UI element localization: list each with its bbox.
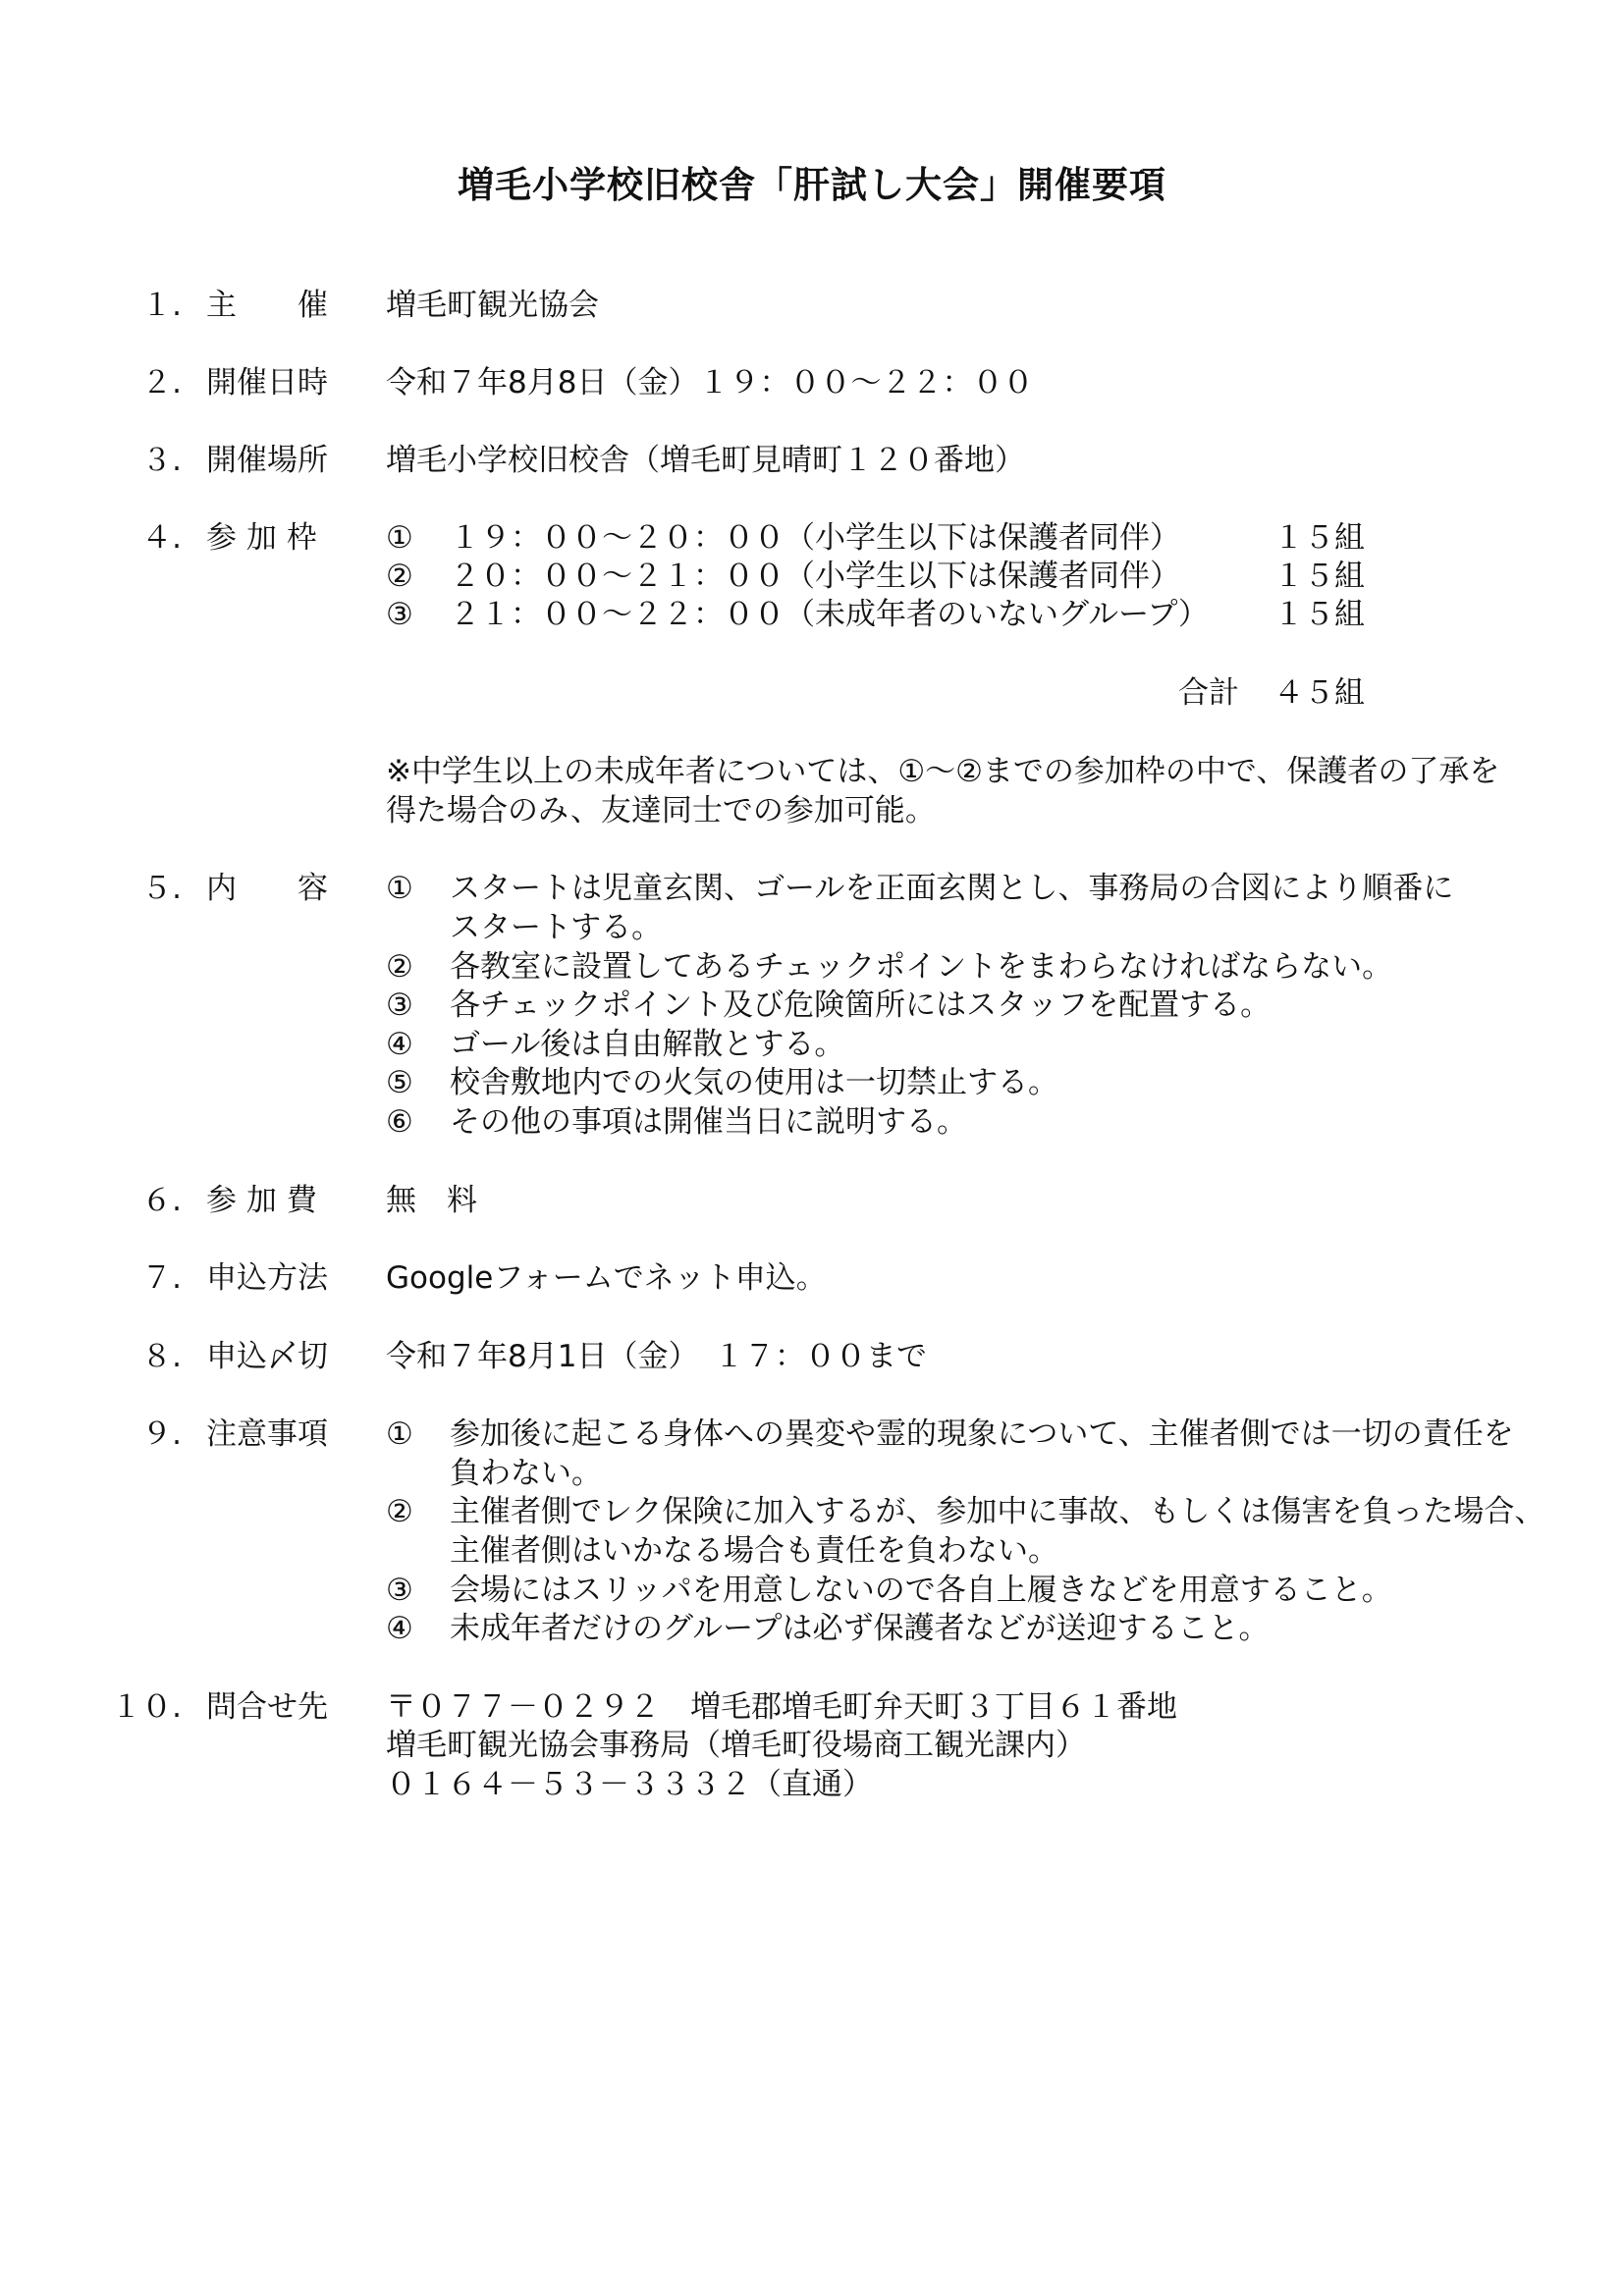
slot-note-line: ※中学生以上の未成年者については、①～②までの参加枠の中で、保護者の了承を bbox=[386, 754, 1500, 789]
slot-time: １９：００～２０：００（小学生以下は保護者同伴） bbox=[450, 520, 1180, 556]
section-number: ２. bbox=[141, 365, 182, 400]
item-mark: ④ bbox=[386, 1027, 413, 1062]
item-mark: ① bbox=[386, 1416, 413, 1452]
slot-mark: ③ bbox=[386, 597, 413, 632]
section-label: 注意事項 bbox=[206, 1416, 328, 1452]
slot-count: １５組 bbox=[1273, 559, 1365, 594]
item-text: 各教室に設置してあるチェックポイントをまわらなければならない。 bbox=[450, 949, 1393, 985]
section-label: 開催日時 bbox=[206, 365, 328, 400]
item-text: ゴール後は自由解散とする。 bbox=[450, 1027, 845, 1062]
section-number: １０. bbox=[111, 1689, 182, 1725]
slot-note-line: 得た場合のみ、友達同士での参加可能。 bbox=[386, 793, 936, 828]
apply-method-value: Googleフォームでネット申込。 bbox=[386, 1260, 827, 1296]
section-label: 参 加 枠 bbox=[206, 520, 317, 556]
section-label: 参 加 費 bbox=[206, 1183, 317, 1218]
item-text: 会場にはスリッパを用意しないので各自上履きなどを用意すること。 bbox=[450, 1573, 1392, 1608]
contact-phone: ０１６４－５３－３３３２（直通） bbox=[386, 1767, 873, 1802]
item-mark: ⑥ bbox=[386, 1104, 413, 1140]
slot-mark: ① bbox=[386, 520, 413, 556]
slot-count: １５組 bbox=[1273, 520, 1365, 556]
datetime-value: 令和７年8月8日（金）１９：００～２２：００ bbox=[386, 365, 1034, 400]
section-number: ３. bbox=[141, 443, 182, 478]
venue-value: 増毛小学校旧校舎（増毛町見晴町１２０番地） bbox=[386, 443, 1025, 478]
item-mark: ④ bbox=[386, 1611, 413, 1646]
total-count: ４５組 bbox=[1273, 675, 1365, 711]
total-label: 合計 bbox=[1178, 675, 1239, 711]
item-text: その他の事項は開催当日に説明する。 bbox=[450, 1104, 967, 1140]
item-text: 未成年者だけのグループは必ず保護者などが送迎すること。 bbox=[450, 1611, 1270, 1646]
slot-time: ２０：００～２１：００（小学生以下は保護者同伴） bbox=[450, 559, 1180, 594]
item-text: スタートする。 bbox=[450, 910, 663, 945]
item-mark: ③ bbox=[386, 988, 413, 1023]
item-mark: ① bbox=[386, 871, 413, 906]
slot-count: １５組 bbox=[1273, 597, 1365, 632]
document-title: 増毛小学校旧校舎「肝試し大会」開催要項 bbox=[458, 164, 1166, 206]
item-mark: ② bbox=[386, 949, 413, 985]
section-label: 主 催 bbox=[206, 288, 328, 323]
section-label: 申込〆切 bbox=[206, 1339, 328, 1374]
organizer-value: 増毛町観光協会 bbox=[386, 288, 599, 323]
section-label: 問合せ先 bbox=[206, 1689, 328, 1725]
section-number: ９. bbox=[141, 1416, 182, 1452]
contact-address: 〒０７７－０２９２ 増毛郡増毛町弁天町３丁目６１番地 bbox=[386, 1689, 1177, 1725]
item-text: 主催者側はいかなる場合も責任を負わない。 bbox=[450, 1533, 1058, 1569]
section-label: 開催場所 bbox=[206, 443, 328, 478]
section-number: ８. bbox=[141, 1339, 182, 1374]
section-number: ５. bbox=[141, 871, 182, 906]
item-text: スタートは児童玄関、ゴールを正面玄関とし、事務局の合図により順番に bbox=[450, 871, 1454, 906]
item-mark: ③ bbox=[386, 1573, 413, 1608]
deadline-value: 令和７年8月1日（金） １７：００まで bbox=[386, 1339, 927, 1374]
section-label: 申込方法 bbox=[206, 1260, 328, 1296]
item-text: 校舎敷地内での火気の使用は一切禁止する。 bbox=[450, 1065, 1058, 1100]
item-text: 各チェックポイント及び危険箇所にはスタッフを配置する。 bbox=[450, 988, 1272, 1023]
section-number: ６. bbox=[141, 1183, 182, 1218]
item-mark: ⑤ bbox=[386, 1065, 413, 1100]
fee-value: 無 料 bbox=[386, 1183, 477, 1218]
item-mark: ② bbox=[386, 1494, 413, 1529]
section-label: 内 容 bbox=[206, 871, 328, 906]
item-text: 参加後に起こる身体への異変や霊的現象について、主催者側では一切の責任を bbox=[450, 1416, 1514, 1452]
section-number: １. bbox=[141, 288, 182, 323]
section-number: ４. bbox=[141, 520, 182, 556]
contact-office: 増毛町観光協会事務局（増毛町役場商工観光課内） bbox=[386, 1728, 1086, 1763]
section-number: ７. bbox=[141, 1260, 182, 1296]
item-text: 主催者側でレク保険に加入するが、参加中に事故、もしくは傷害を負った場合、 bbox=[450, 1494, 1545, 1529]
slot-mark: ② bbox=[386, 559, 413, 594]
slot-time: ２１：００～２２：００（未成年者のいないグループ） bbox=[450, 597, 1209, 632]
item-text: 負わない。 bbox=[450, 1456, 602, 1491]
